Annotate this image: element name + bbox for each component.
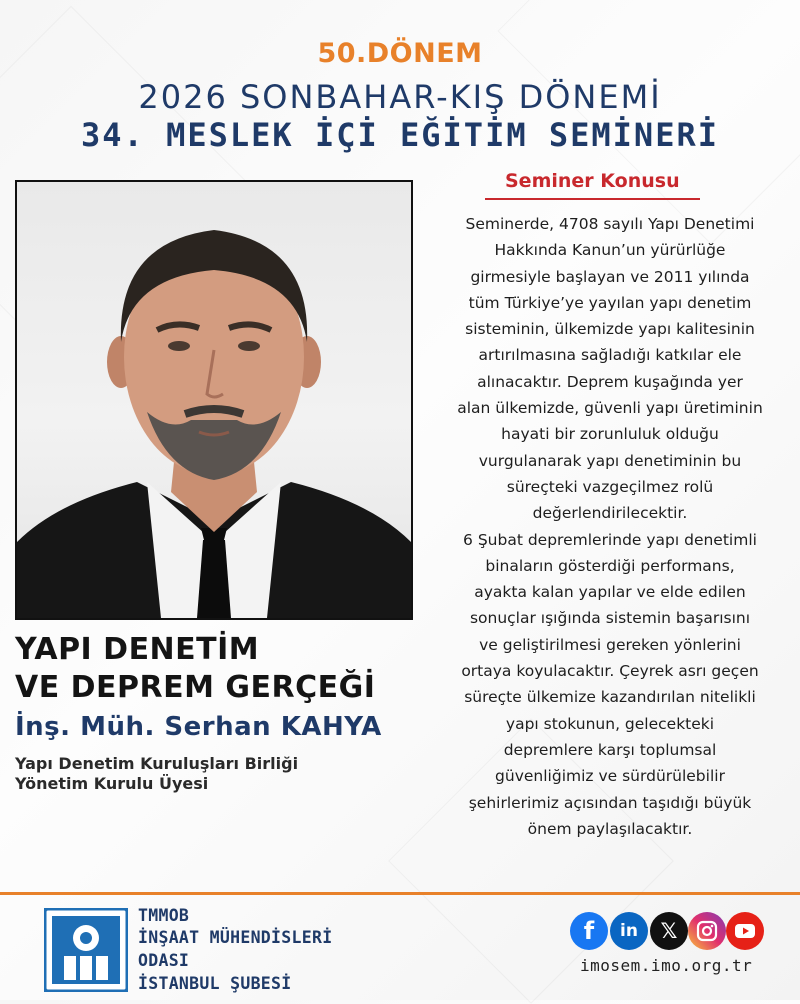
- description-line: güvenliğimiz ve sürdürülebilir: [495, 767, 725, 786]
- website-link[interactable]: imosem.imo.org.tr: [580, 956, 753, 975]
- description-line: şehirlerimiz açısından taşıdığı büyük: [468, 793, 752, 812]
- description-line: süreçteki vazgeçilmez rolü: [506, 477, 714, 496]
- topic-underline: [485, 198, 700, 200]
- description-line: girmesiyle başlayan ve 2011 yılında: [470, 267, 750, 286]
- speaker-role-line2: Yönetim Kurulu Üyesi: [15, 774, 209, 793]
- description-line: ayakta kalan yapılar ve elde edilen: [474, 583, 746, 602]
- description-line: sisteminin, ülkemizde yapı kalitesinin: [465, 320, 755, 339]
- speaker-name: İnş. Müh. Serhan KAHYA: [15, 712, 382, 742]
- seminar-heading: 34. MESLEK İÇİ EĞİTİM SEMİNERİ: [81, 116, 719, 154]
- description-line: Hakkında Kanun’un yürürlüğe: [494, 241, 726, 260]
- description-line: ortaya koyulacaktır. Çeyrek asrı geçen: [461, 662, 759, 681]
- description-line: depremlere karşı toplumsal: [503, 740, 717, 759]
- description-line: ve geliştirilmesi gereken yönlerini: [479, 635, 741, 654]
- org-name-line: ODASI: [138, 951, 190, 970]
- speaker-portrait: [17, 182, 411, 618]
- topic-label: Seminer Konusu: [505, 170, 680, 192]
- topic-description: [420, 211, 800, 842]
- org-name-line: İSTANBUL ŞUBESİ: [138, 974, 292, 993]
- x-icon[interactable]: 𝕏: [650, 912, 688, 950]
- description-line: süreçte ülkemize kazandırılan nitelikli: [464, 688, 756, 707]
- description-line: sonuçlar ışığında sistemin başarısını: [469, 609, 751, 628]
- youtube-icon[interactable]: [726, 912, 764, 950]
- season-heading: 2026 SONBAHAR-KIŞ DÖNEMİ: [138, 78, 662, 116]
- period-heading: 50.DÖNEM: [317, 38, 483, 69]
- linkedin-icon[interactable]: in: [610, 912, 648, 950]
- description-line: 6 Şubat depremlerinde yapı denetimli: [463, 530, 757, 549]
- speaker-role-line1: Yapı Denetim Kuruluşları Birliği: [15, 754, 299, 773]
- description-line: değerlendirilecektir.: [532, 504, 688, 523]
- instagram-glyph: [696, 920, 718, 942]
- description-line: vurgulanarak yapı denetiminin bu: [478, 451, 742, 470]
- description-line: artırılmasına sağladığı katkılar ele: [478, 346, 742, 365]
- description-line: binaların gösterdiği performans,: [485, 556, 735, 575]
- description-line: alan ülkemizde, güvenli yapı üretiminin: [457, 399, 763, 418]
- org-name-line: İNŞAAT MÜHENDİSLERİ: [138, 928, 333, 947]
- imo-logo-icon: [44, 908, 128, 992]
- description-line: yapı stokunun, gelecekteki: [505, 714, 715, 733]
- description-line: tüm Türkiye’ye yayılan yapı denetim: [468, 293, 752, 312]
- youtube-glyph: [734, 923, 756, 939]
- description-line: hayati bir zorunluluk olduğu: [501, 425, 719, 444]
- description-line: alınacaktır. Deprem kuşağında yer: [477, 372, 743, 391]
- instagram-icon[interactable]: [688, 912, 726, 950]
- footer-divider: [0, 892, 800, 895]
- facebook-icon[interactable]: f: [570, 912, 608, 950]
- description-line: Seminerde, 4708 sayılı Yapı Denetimi: [465, 215, 755, 233]
- speaker-photo: [15, 180, 413, 620]
- org-name-line: TMMOB: [138, 906, 190, 925]
- description-line: önem paylaşılacaktır.: [527, 819, 693, 838]
- seminar-title-line2: VE DEPREM GERÇEĞİ: [15, 670, 376, 705]
- seminar-title-line1: YAPI DENETİM: [15, 632, 260, 667]
